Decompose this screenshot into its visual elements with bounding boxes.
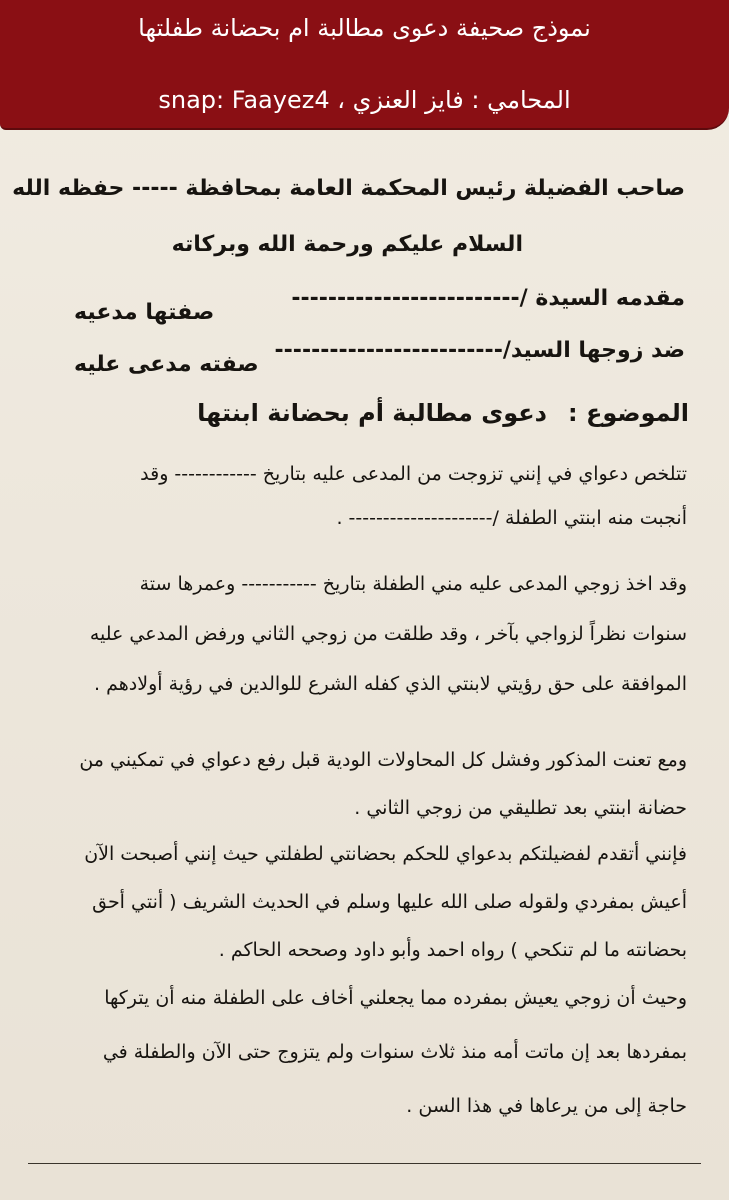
plaintiff-role: صفتها مدعيه — [74, 300, 215, 325]
bottom-rule — [28, 1163, 701, 1164]
paragraph-line: حاجة إلى من يرعاها في هذا السن . — [406, 1095, 687, 1117]
banner-credit — [0, 82, 729, 118]
subject-label: الموضوع : — [568, 399, 689, 427]
greeting-line: السلام عليكم ورحمة الله وبركاته — [171, 232, 523, 257]
paragraph-line: الموافقة على حق رؤيتي لابنتي الذي كفله الشرع للوالدين في رؤية أولادهم . — [94, 673, 687, 695]
subject-text: دعوى مطالبة أم بحضانة ابنتها — [197, 399, 547, 427]
caption-banner — [0, 0, 729, 130]
addressee-line: صاحب الفضيلة رئيس المحكمة العامة بمحافظة ----- حفظه الله — [12, 176, 685, 201]
paragraph-line: تتلخص دعواي في إنني تزوجت من المدعى عليه بتاريخ ------------ وقد — [140, 463, 687, 485]
defendant-role: صفته مدعى عليه — [74, 352, 259, 377]
paragraph-line: حضانة ابنتي بعد تطليقي من زوجي الثاني . — [354, 797, 687, 819]
paragraph-line: وقد اخذ زوجي المدعى عليه مني الطفلة بتاريخ ----------- وعمرها ستة — [139, 573, 687, 595]
banner-snap-handle: snap: Faayez4 — [158, 86, 330, 114]
paragraph-line: سنوات نظراً لزواجي بآخر ، وقد طلقت من زوجي الثاني ورفض المدعي عليه — [89, 623, 687, 645]
paragraph-line: ومع تعنت المذكور وفشل كل المحاولات الودية قبل رفع دعواي في تمكيني من — [79, 749, 687, 771]
defendant-line: ضد زوجها السيد/------------------------- — [274, 338, 685, 363]
paragraph-line: أنجبت منه ابنتي الطفلة /--------------------- . — [336, 507, 687, 529]
paragraph-line: فإنني أتقدم لفضيلتكم بدعواي للحكم بحضانتي لطفلتي حيث إنني أصبحت الآن — [84, 843, 687, 865]
paragraph-line: بمفردها بعد إن ماتت أمه منذ ثلاث سنوات ولم يتزوج حتى الآن والطفلة في — [102, 1041, 687, 1063]
paragraph-line: بحضانته ما لم تنكحي ) رواه احمد وأبو داود وصححه الحاكم . — [218, 939, 687, 961]
paragraph-line: وحيث أن زوجي يعيش بمفرده مما يجعلني أخاف على الطفلة منه أن يتركها — [104, 987, 687, 1009]
plaintiff-line: مقدمه السيدة /------------------------- — [291, 286, 685, 311]
paragraph-line: أعيش بمفردي ولقوله صلى الله عليها وسلم في الحديث الشريف ( أنتي أحق — [92, 891, 687, 913]
banner-author: المحامي : فايز العنزي ، — [337, 86, 571, 114]
banner-title: نموذج صحيفة دعوى مطالبة ام بحضانة طفلتها — [138, 14, 591, 42]
